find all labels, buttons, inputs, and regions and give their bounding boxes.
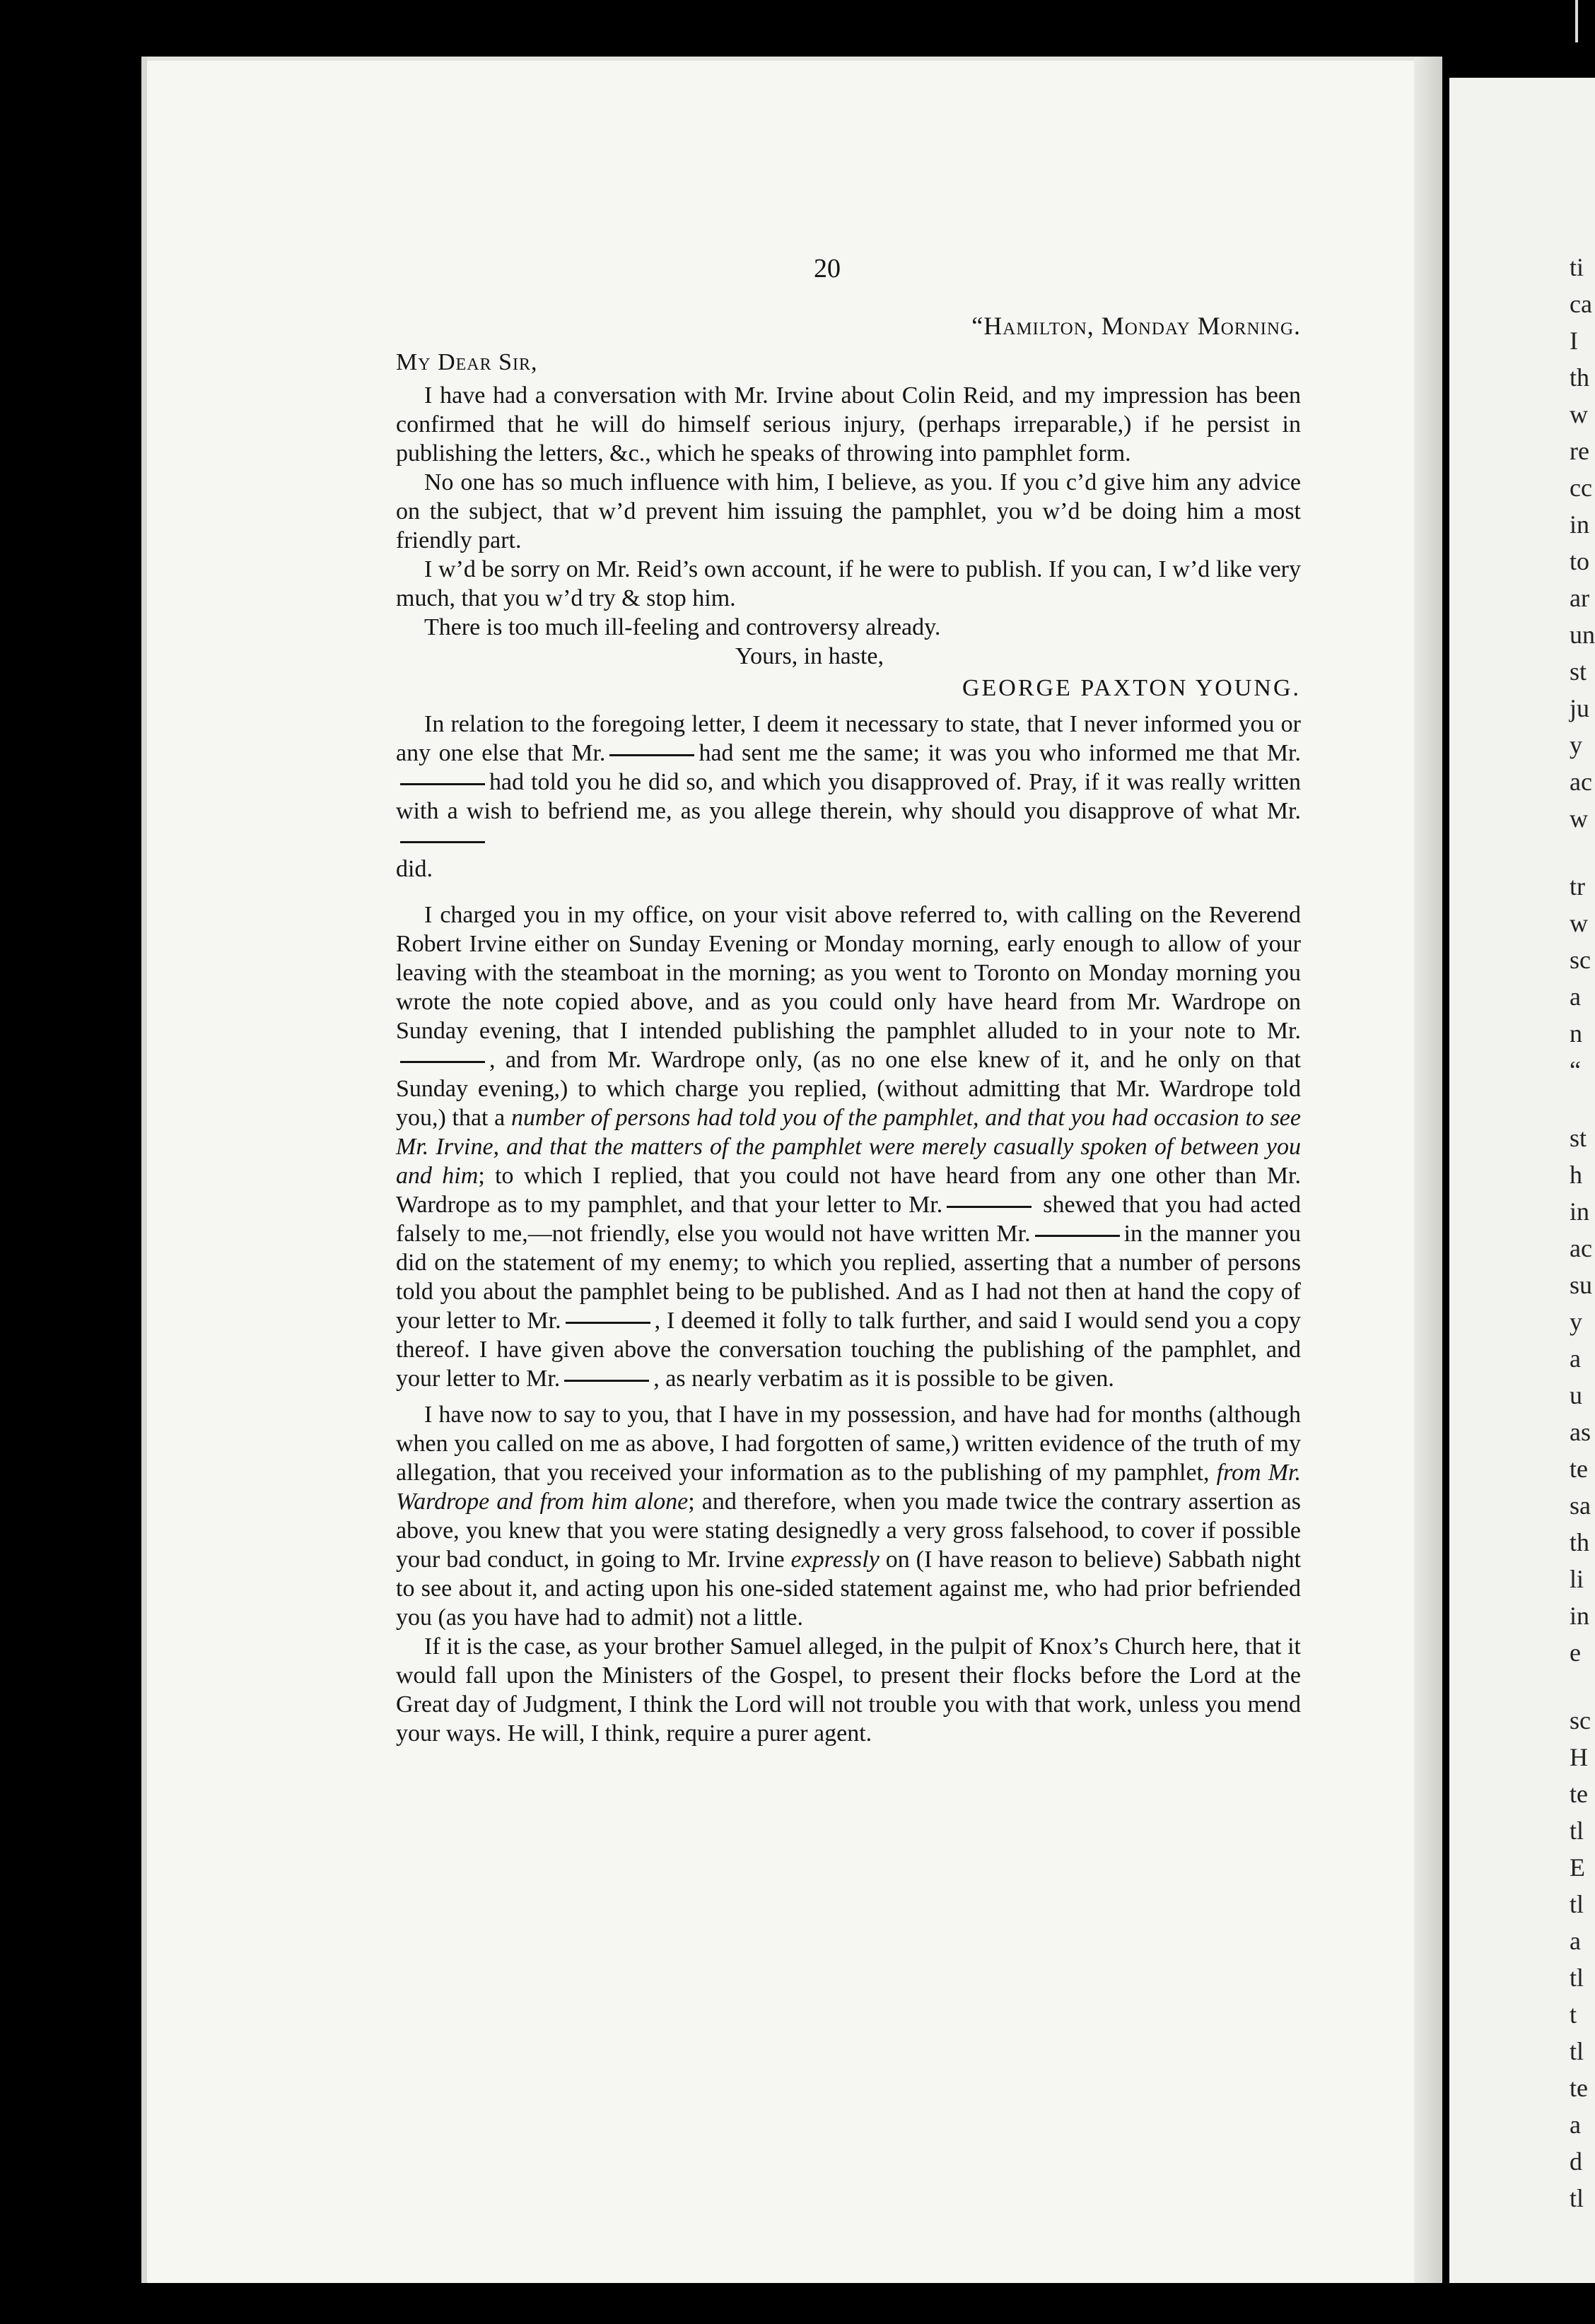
adjacent-page-fragment: re bbox=[1570, 437, 1589, 465]
adjacent-page-fragment: d bbox=[1570, 2147, 1582, 2176]
letter-paragraph: There is too much ill-feeling and controversy already. bbox=[424, 614, 941, 640]
adjacent-page-fragment: as bbox=[1570, 1418, 1591, 1446]
adjacent-page-fragment: th bbox=[1570, 1528, 1590, 1556]
adjacent-page-fragment: w bbox=[1570, 804, 1588, 833]
adjacent-page-fragment: e bbox=[1570, 1638, 1581, 1667]
letter-paragraph: No one has so much influence with him, I believe, as you. If you c’d give him any advice on the subject, that w’d prevent him issuing the pamphlet, you w’d be doing him a most friendly part. bbox=[396, 469, 1301, 553]
adjacent-page-fragment: in bbox=[1570, 1602, 1590, 1630]
adjacent-page-fragment: to bbox=[1570, 547, 1590, 575]
adjacent-page-fragment: h bbox=[1570, 1161, 1582, 1189]
text-run: , as nearly verbatim as it is possible to be given. bbox=[653, 1366, 1114, 1392]
adjacent-page-fragment: sa bbox=[1570, 1491, 1591, 1520]
adjacent-page-fragment: ac bbox=[1570, 1234, 1592, 1262]
text-run: did. bbox=[396, 856, 433, 882]
adjacent-page-fragment: te bbox=[1570, 2074, 1588, 2102]
text-run: ; to which I replied, that you could not have heard from any one other than Mr. Wardrope as to my pamphlet, and that your letter to Mr. bbox=[396, 1163, 1301, 1218]
adjacent-page-fragment: tl bbox=[1570, 2184, 1584, 2212]
italic-run: number of persons had told you of the pamphlet, and that you had occasion to see Mr. Irvine, and that the matters of the pamphlet were merely casually spoken of between you and him bbox=[396, 1105, 1301, 1189]
adjacent-page-fragment: ju bbox=[1570, 694, 1590, 722]
text-run: on (I have reason to believe) Sabbath night to see about it, and acting upon his one-sided statement against me, who had prior befriended you (as you have had to admit) not a little. bbox=[396, 1547, 1302, 1631]
adjacent-page-fragment: te bbox=[1570, 1455, 1588, 1483]
adjacent-page-fragment: u bbox=[1570, 1381, 1582, 1409]
text-run: shewed that you had acted falsely to me,—not friendly, else you would not have written Mr. bbox=[396, 1192, 1302, 1247]
adjacent-page-fragment: tl bbox=[1570, 1964, 1584, 1992]
adjacent-page-fragment: th bbox=[1570, 363, 1590, 392]
text-run: I charged you in my office, on your visit above referred to, with calling on the Reverend Robert Irvine either on Sunday Evening or Monday morning, early enough to allow of your leaving with the steamboat in the morning; as you went to Toronto on Monday morning you wrote the note copied above, and as you could only have heard from Mr. Wardrope on Sunday evening, that I intended publishing the pamphlet alluded to in your note to Mr. bbox=[396, 902, 1301, 1044]
body-paragraph bbox=[396, 1400, 1301, 1632]
adjacent-page-fragment: E bbox=[1570, 1853, 1585, 1882]
letter-signature: GEORGE PAXTON YOUNG. bbox=[962, 675, 1301, 701]
adjacent-page-fragment: ca bbox=[1570, 290, 1592, 318]
text-run: In relation to the foregoing letter, I deem it necessary to state, that I never informed you or any one else that Mr. bbox=[396, 711, 1301, 766]
adjacent-page-fragment: a bbox=[1570, 982, 1581, 1011]
adjacent-page-fragment: n bbox=[1570, 1019, 1582, 1047]
adjacent-page bbox=[1449, 78, 1595, 2283]
adjacent-page-fragment: tr bbox=[1570, 872, 1585, 900]
text-run: , I deemed it folly to talk further, and said I would send you a copy thereof. I have given above the conversation touching the publishing of the pamphlet, and your letter to Mr. bbox=[396, 1308, 1301, 1392]
adjacent-page-fragment: tl bbox=[1570, 1890, 1584, 1918]
adjacent-page-fragment: H bbox=[1570, 1743, 1588, 1771]
text-run: , and from Mr. Wardrope only, (as no one else knew of it, and he only on that Sunday evening,) to which charge you replied, (without admitting that Mr. Wardrope told you,) that a bbox=[396, 1047, 1301, 1131]
scan-mark bbox=[1575, 0, 1578, 42]
paragraph-gap bbox=[396, 884, 1301, 893]
adjacent-page-fragment: ac bbox=[1570, 768, 1592, 796]
name-dash bbox=[566, 1322, 650, 1324]
adjacent-page-fragment: t bbox=[1570, 2000, 1577, 2029]
page-number: 20 bbox=[814, 254, 841, 283]
letter-dateline: “Hamilton, Monday Morning. bbox=[971, 312, 1301, 340]
name-dash bbox=[400, 841, 485, 843]
adjacent-page-fragment: w bbox=[1570, 400, 1588, 428]
letter-signoff: Yours, in haste, bbox=[735, 643, 884, 669]
letter-paragraph: I w’d be sorry on Mr. Reid’s own account, if he were to publish. If you can, I w’d like very much, that you w’d try & stop him. bbox=[396, 556, 1301, 611]
adjacent-page-fragment: te bbox=[1570, 1780, 1588, 1808]
adjacent-page-fragment: cc bbox=[1570, 474, 1592, 502]
adjacent-page-fragment: I bbox=[1570, 327, 1578, 355]
letter-salutation: My Dear Sir, bbox=[396, 349, 538, 375]
name-dash bbox=[400, 1061, 485, 1063]
adjacent-page-fragment: tl bbox=[1570, 1817, 1584, 1845]
adjacent-page-fragment: tl bbox=[1570, 2037, 1584, 2065]
adjacent-page-fragment: st bbox=[1570, 657, 1587, 686]
adjacent-page-fragment: st bbox=[1570, 1124, 1587, 1152]
adjacent-page-fragment: a bbox=[1570, 1927, 1581, 1955]
adjacent-page-fragment: sc bbox=[1570, 1706, 1591, 1735]
adjacent-page-fragment: a bbox=[1570, 2111, 1581, 2139]
page-edge bbox=[1414, 57, 1442, 2283]
body-paragraph bbox=[396, 710, 1301, 884]
adjacent-page-fragment: w bbox=[1570, 909, 1588, 937]
adjacent-page-fragment: a bbox=[1570, 1344, 1581, 1373]
page-text bbox=[396, 254, 1301, 1748]
text-run: ; and therefore, when you made twice the contrary assertion as above, you knew that you were stating designedly a very gross falsehood, to cover if possible your bad conduct, in going to Mr. Irvine bbox=[396, 1489, 1301, 1573]
adjacent-page-fragment: in bbox=[1570, 1197, 1590, 1226]
adjacent-page-fragment: su bbox=[1570, 1271, 1593, 1299]
adjacent-page-fragment: y bbox=[1570, 1308, 1582, 1336]
adjacent-page-fragment: ti bbox=[1570, 253, 1584, 281]
name-dash bbox=[400, 783, 485, 785]
text-run: had told you he did so, and which you disapproved of. Pray, if it was really written with a wish to befriend me, as you allege therein, why should you disapprove of what Mr. bbox=[396, 769, 1301, 824]
adjacent-page-fragment: “ bbox=[1570, 1056, 1581, 1084]
italic-run: expressly bbox=[790, 1547, 880, 1573]
name-dash bbox=[1035, 1235, 1120, 1237]
text-run: had sent me the same; it was you who informed me that Mr. bbox=[699, 740, 1302, 766]
adjacent-page-fragment: li bbox=[1570, 1565, 1584, 1593]
body-paragraph bbox=[396, 900, 1301, 1393]
text-run: in the manner you did on the statement of my enemy; to which you replied, asserting that a number of persons told you about the pamphlet being to be published. And as I had not then at hand the copy of your letter to Mr. bbox=[396, 1221, 1301, 1334]
adjacent-page-fragment: sc bbox=[1570, 946, 1591, 974]
name-dash bbox=[947, 1206, 1032, 1208]
adjacent-page-fragment: un bbox=[1570, 621, 1595, 649]
name-dash bbox=[564, 1380, 649, 1382]
adjacent-page-fragment: y bbox=[1570, 731, 1582, 759]
text-run: I have now to say to you, that I have in my possession, and have had for months (although when you called on me as above, I had forgotten of same,) written evidence of the truth of my allegation, that you received your information as to the publishing of my pamphlet, bbox=[396, 1402, 1301, 1486]
italic-run: from Mr. Wardrope and from him alone bbox=[396, 1460, 1302, 1515]
letter-paragraph: I have had a conversation with Mr. Irvine about Colin Reid, and my impression has been confirmed that he will do himself serious injury, (perhaps irreparable,) if he persist in publishing the letters, &c., which he speaks of throwing into pamphlet form. bbox=[396, 382, 1301, 466]
adjacent-page-fragment: in bbox=[1570, 510, 1590, 539]
adjacent-page-fragment: ar bbox=[1570, 584, 1589, 612]
name-dash bbox=[609, 754, 694, 756]
body-paragraph: If it is the case, as your brother Samuel alleged, in the pulpit of Knox’s Church here, that it would fall upon the Ministers of the Gospel, to present their flocks before the Lord at the Great day of Judgment, I think the Lord will not trouble you with that work, unless you mend your ways. He will, I think, require a purer agent. bbox=[396, 1633, 1301, 1747]
